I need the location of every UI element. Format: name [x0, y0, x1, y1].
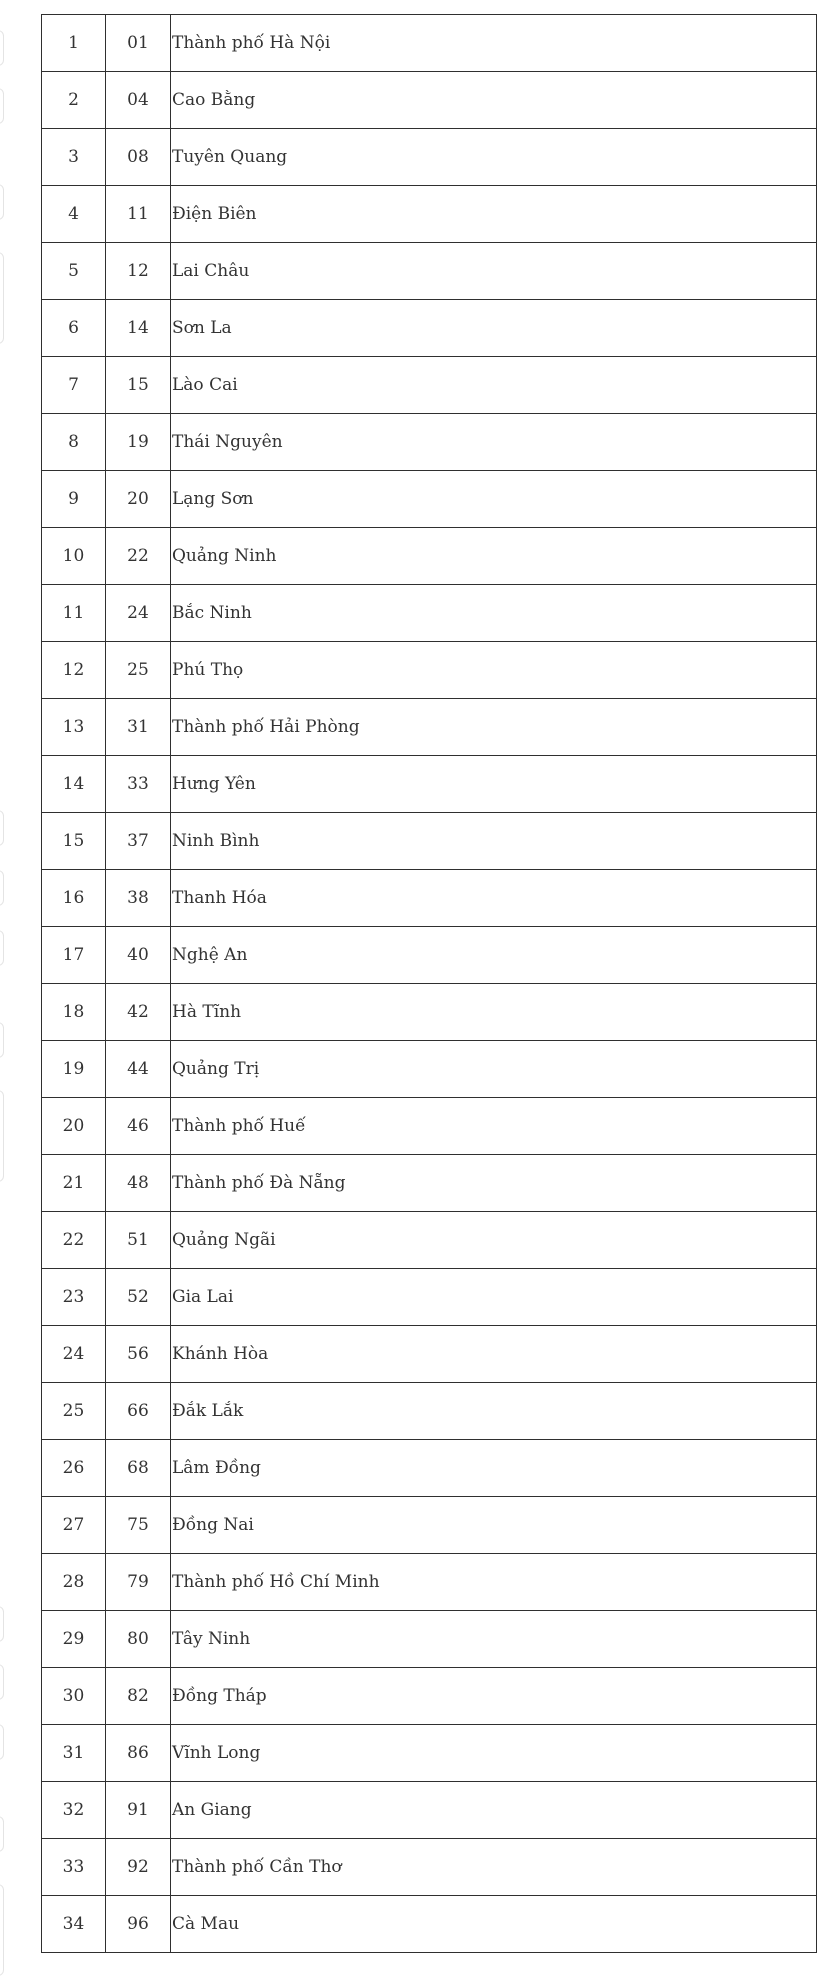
- province-code-cell: 86: [106, 1725, 171, 1782]
- row-number-cell: 18: [42, 984, 106, 1041]
- province-code-cell: 04: [106, 72, 171, 129]
- province-name-cell: Nghệ An: [171, 927, 817, 984]
- province-name-cell: Bắc Ninh: [171, 585, 817, 642]
- province-code-cell: 48: [106, 1155, 171, 1212]
- province-name-cell: Lai Châu: [171, 243, 817, 300]
- province-code-cell: 75: [106, 1497, 171, 1554]
- row-number-cell: 2: [42, 72, 106, 129]
- row-number-cell: 1: [42, 15, 106, 72]
- table-row: [42, 642, 817, 699]
- table-row: [42, 414, 817, 471]
- row-number-cell: 16: [42, 870, 106, 927]
- row-number-cell: 23: [42, 1269, 106, 1326]
- row-number-cell: 34: [42, 1896, 106, 1953]
- row-number-cell: 8: [42, 414, 106, 471]
- province-code-cell: 82: [106, 1668, 171, 1725]
- province-code-cell: 44: [106, 1041, 171, 1098]
- province-name-cell: Tây Ninh: [171, 1611, 817, 1668]
- edge-mark: [0, 1664, 4, 1700]
- edge-mark: [0, 870, 4, 906]
- edge-mark: [0, 1724, 4, 1760]
- table-row: [42, 186, 817, 243]
- province-code-cell: 52: [106, 1269, 171, 1326]
- edge-mark: [0, 1884, 4, 1976]
- row-number-cell: 20: [42, 1098, 106, 1155]
- province-code-cell: 37: [106, 813, 171, 870]
- row-number-cell: 33: [42, 1839, 106, 1896]
- table-row: [42, 1098, 817, 1155]
- table-row: [42, 1440, 817, 1497]
- province-table-body: [42, 15, 817, 1953]
- province-name-cell: Hưng Yên: [171, 756, 817, 813]
- province-name-cell: Vĩnh Long: [171, 1725, 817, 1782]
- province-code-cell: 15: [106, 357, 171, 414]
- province-name-cell: Lâm Đồng: [171, 1440, 817, 1497]
- row-number-cell: 15: [42, 813, 106, 870]
- province-code-cell: 38: [106, 870, 171, 927]
- province-name-cell: Thành phố Hà Nội: [171, 15, 817, 72]
- province-code-cell: 08: [106, 129, 171, 186]
- table-row: [42, 357, 817, 414]
- row-number-cell: 26: [42, 1440, 106, 1497]
- row-number-cell: 4: [42, 186, 106, 243]
- row-number-cell: 32: [42, 1782, 106, 1839]
- province-name-cell: Lào Cai: [171, 357, 817, 414]
- province-code-cell: 92: [106, 1839, 171, 1896]
- table-row: [42, 1497, 817, 1554]
- province-name-cell: Thái Nguyên: [171, 414, 817, 471]
- province-name-cell: Phú Thọ: [171, 642, 817, 699]
- province-name-cell: Sơn La: [171, 300, 817, 357]
- province-name-cell: An Giang: [171, 1782, 817, 1839]
- edge-mark: [0, 1816, 4, 1852]
- edge-mark: [0, 1022, 4, 1058]
- table-row: [42, 1212, 817, 1269]
- province-name-cell: Thành phố Hồ Chí Minh: [171, 1554, 817, 1611]
- province-code-cell: 19: [106, 414, 171, 471]
- row-number-cell: 6: [42, 300, 106, 357]
- province-name-cell: Ninh Bình: [171, 813, 817, 870]
- province-code-cell: 31: [106, 699, 171, 756]
- province-code-cell: 22: [106, 528, 171, 585]
- province-code-cell: 33: [106, 756, 171, 813]
- province-name-cell: Tuyên Quang: [171, 129, 817, 186]
- table-row: [42, 1611, 817, 1668]
- province-code-cell: 96: [106, 1896, 171, 1953]
- row-number-cell: 25: [42, 1383, 106, 1440]
- province-code-table: [41, 14, 817, 1953]
- table-row: [42, 72, 817, 129]
- province-name-cell: Điện Biên: [171, 186, 817, 243]
- row-number-cell: 29: [42, 1611, 106, 1668]
- province-table-container: [41, 14, 817, 1953]
- table-row: [42, 1326, 817, 1383]
- edge-mark: [0, 930, 4, 966]
- row-number-cell: 12: [42, 642, 106, 699]
- row-number-cell: 11: [42, 585, 106, 642]
- row-number-cell: 19: [42, 1041, 106, 1098]
- row-number-cell: 3: [42, 129, 106, 186]
- table-row: [42, 1269, 817, 1326]
- province-code-cell: 79: [106, 1554, 171, 1611]
- province-name-cell: Đồng Nai: [171, 1497, 817, 1554]
- table-row: [42, 471, 817, 528]
- table-row: [42, 15, 817, 72]
- province-name-cell: Thành phố Cần Thơ: [171, 1839, 817, 1896]
- province-name-cell: Thanh Hóa: [171, 870, 817, 927]
- province-name-cell: Hà Tĩnh: [171, 984, 817, 1041]
- province-code-cell: 01: [106, 15, 171, 72]
- edge-mark: [0, 88, 4, 124]
- province-code-cell: 14: [106, 300, 171, 357]
- province-code-cell: 66: [106, 1383, 171, 1440]
- province-name-cell: Đắk Lắk: [171, 1383, 817, 1440]
- province-name-cell: Quảng Ngãi: [171, 1212, 817, 1269]
- province-name-cell: Quảng Ninh: [171, 528, 817, 585]
- province-code-cell: 46: [106, 1098, 171, 1155]
- province-name-cell: Thành phố Đà Nẵng: [171, 1155, 817, 1212]
- table-row: [42, 870, 817, 927]
- row-number-cell: 14: [42, 756, 106, 813]
- row-number-cell: 22: [42, 1212, 106, 1269]
- province-name-cell: Cao Bằng: [171, 72, 817, 129]
- province-code-cell: 56: [106, 1326, 171, 1383]
- row-number-cell: 13: [42, 699, 106, 756]
- province-code-cell: 51: [106, 1212, 171, 1269]
- edge-mark: [0, 184, 4, 220]
- row-number-cell: 7: [42, 357, 106, 414]
- row-number-cell: 30: [42, 1668, 106, 1725]
- province-name-cell: Khánh Hòa: [171, 1326, 817, 1383]
- edge-mark: [0, 252, 4, 344]
- table-row: [42, 756, 817, 813]
- province-code-cell: 80: [106, 1611, 171, 1668]
- province-code-cell: 11: [106, 186, 171, 243]
- table-row: [42, 1668, 817, 1725]
- province-name-cell: Đồng Tháp: [171, 1668, 817, 1725]
- table-row: [42, 1155, 817, 1212]
- table-row: [42, 1896, 817, 1953]
- province-name-cell: Quảng Trị: [171, 1041, 817, 1098]
- row-number-cell: 31: [42, 1725, 106, 1782]
- table-row: [42, 1839, 817, 1896]
- row-number-cell: 5: [42, 243, 106, 300]
- row-number-cell: 10: [42, 528, 106, 585]
- row-number-cell: 21: [42, 1155, 106, 1212]
- province-code-cell: 68: [106, 1440, 171, 1497]
- row-number-cell: 27: [42, 1497, 106, 1554]
- page-edge-decorations: [0, 0, 6, 1977]
- table-row: [42, 1782, 817, 1839]
- row-number-cell: 17: [42, 927, 106, 984]
- province-code-cell: 42: [106, 984, 171, 1041]
- row-number-cell: 9: [42, 471, 106, 528]
- province-code-cell: 12: [106, 243, 171, 300]
- table-row: [42, 1383, 817, 1440]
- table-row: [42, 585, 817, 642]
- table-row: [42, 984, 817, 1041]
- table-row: [42, 243, 817, 300]
- province-code-cell: 24: [106, 585, 171, 642]
- table-row: [42, 813, 817, 870]
- edge-mark: [0, 1606, 4, 1642]
- edge-mark: [0, 30, 4, 66]
- province-name-cell: Thành phố Hải Phòng: [171, 699, 817, 756]
- table-row: [42, 1041, 817, 1098]
- province-code-cell: 25: [106, 642, 171, 699]
- table-row: [42, 1554, 817, 1611]
- province-code-cell: 20: [106, 471, 171, 528]
- province-code-cell: 91: [106, 1782, 171, 1839]
- table-row: [42, 927, 817, 984]
- table-row: [42, 300, 817, 357]
- table-row: [42, 699, 817, 756]
- table-row: [42, 1725, 817, 1782]
- edge-mark: [0, 1090, 4, 1182]
- province-name-cell: Lạng Sơn: [171, 471, 817, 528]
- row-number-cell: 28: [42, 1554, 106, 1611]
- edge-mark: [0, 810, 4, 846]
- table-row: [42, 528, 817, 585]
- province-code-cell: 40: [106, 927, 171, 984]
- province-name-cell: Cà Mau: [171, 1896, 817, 1953]
- row-number-cell: 24: [42, 1326, 106, 1383]
- province-name-cell: Gia Lai: [171, 1269, 817, 1326]
- table-row: [42, 129, 817, 186]
- province-name-cell: Thành phố Huế: [171, 1098, 817, 1155]
